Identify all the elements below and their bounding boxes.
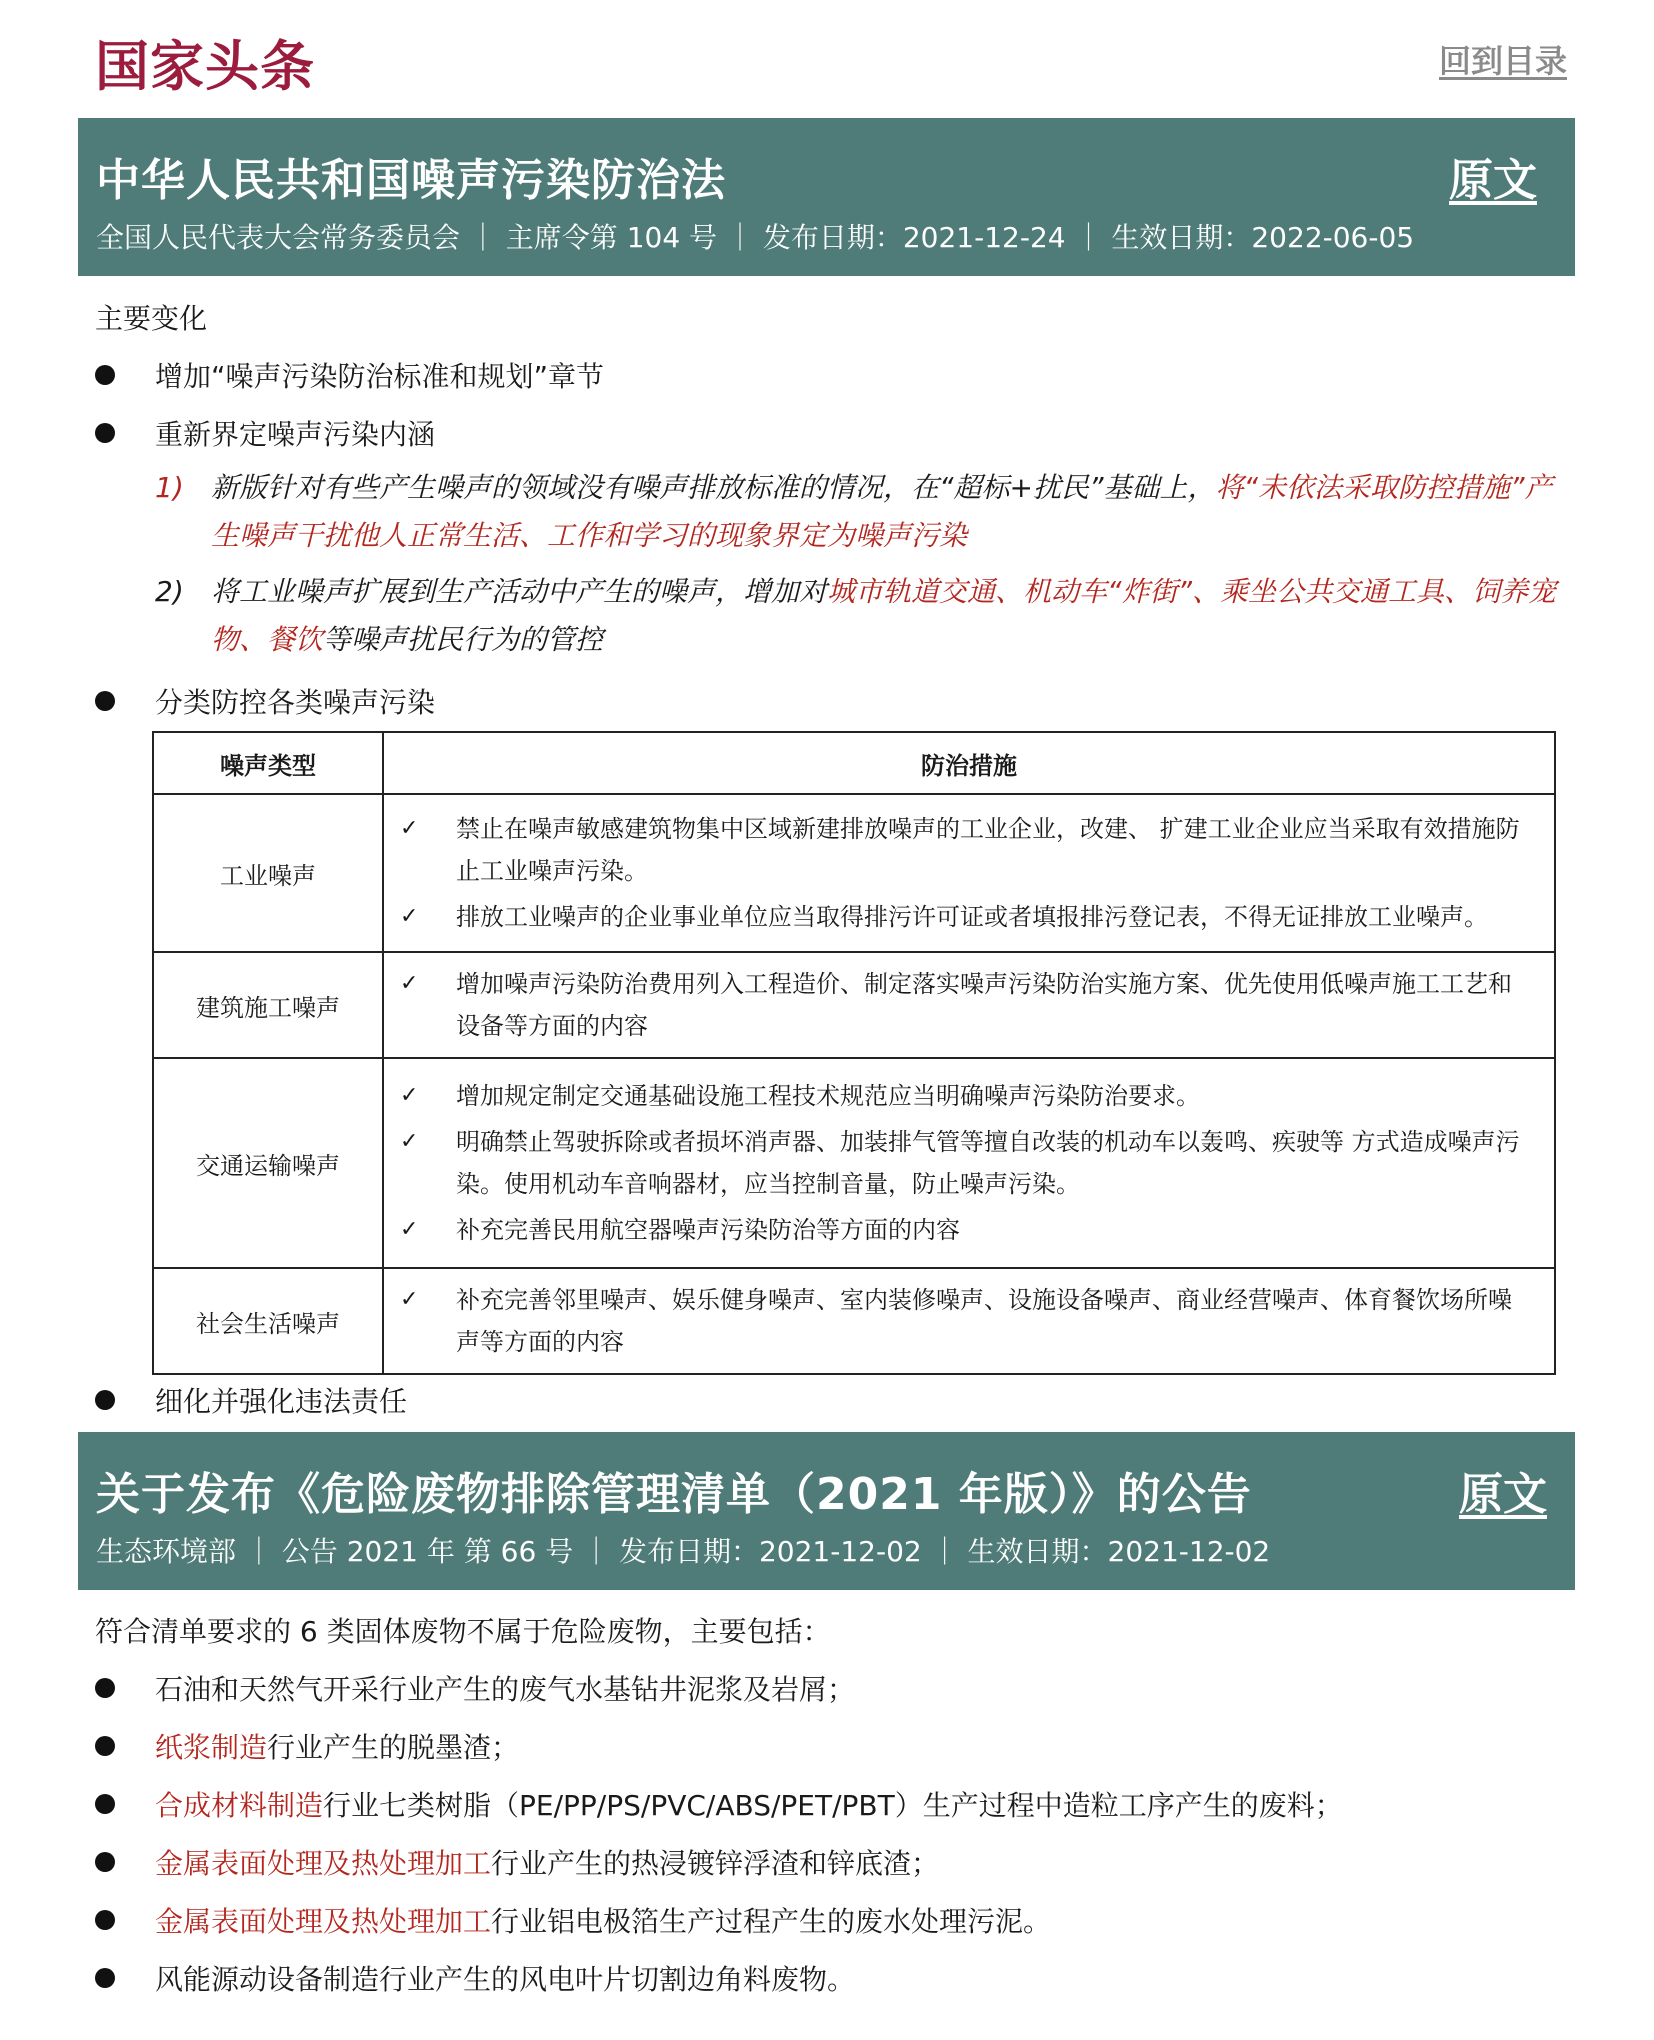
measure-item: ✓ 增加噪声污染防治费用列入工程造价、制定落实噪声污染防治实施方案、优先使用低噪声施工工艺和设备等方面的内容	[400, 963, 1534, 1047]
table-header-type: 噪声类型	[153, 732, 383, 794]
bullet-icon	[95, 1968, 115, 1988]
check-icon: ✓	[400, 971, 419, 996]
page-title: 国家头条	[95, 35, 315, 98]
measures-cell	[383, 794, 1555, 952]
law1-bullet-1: 增加“噪声污染防治标准和规划”章节	[95, 355, 604, 395]
law1-original-link[interactable]: 原文	[1449, 155, 1537, 206]
law1-title: 中华人民共和国噪声污染防治法	[96, 155, 726, 206]
bullet-icon	[95, 423, 115, 443]
bullet-icon	[95, 1736, 115, 1756]
measure-item: ✓ 补充完善民用航空器噪声污染防治等方面的内容	[400, 1209, 1534, 1251]
measure-item: ✓ 增加规定制定交通基础设施工程技术规范应当明确噪声污染防治要求。	[400, 1075, 1534, 1117]
law1-bullet-2: 重新界定噪声污染内涵	[95, 413, 435, 453]
bullet-icon	[95, 1678, 115, 1698]
law1-sub-item-2: 2) 将工业噪声扩展到生产活动中产生的噪声，增加对城市轨道交通、机动车“炸街”、乘坐公共交通工具、饲养宠物、餐饮等噪声扰民行为的管控	[155, 568, 1575, 664]
law2-item: 纸浆制造行业产生的脱墨渣；	[95, 1726, 519, 1766]
sub-item-number: 1)	[155, 471, 184, 504]
law1-meta: 全国人民代表大会常务委员会 ｜ 主席令第 104 号 ｜ 发布日期：2021-12-24 ｜ 生效日期：2022-06-05	[96, 221, 1415, 254]
check-icon: ✓	[400, 1287, 419, 1312]
table-row	[153, 1268, 1555, 1374]
measure-item: ✓ 禁止在噪声敏感建筑物集中区域新建排放噪声的工业企业，改建、 扩建工业企业应当采取有效措施防止工业噪声污染。	[400, 808, 1534, 892]
law2-item: 合成材料制造行业七类树脂（PE/PP/PS/PVC/ABS/PET/PBT）生产过程中造粒工序产生的废料；	[95, 1784, 1343, 1824]
measures-cell	[383, 1058, 1555, 1268]
measures-cell	[383, 1268, 1555, 1374]
table-row	[153, 1058, 1555, 1268]
bullet-icon	[95, 1910, 115, 1930]
sub-item-number: 2)	[155, 575, 184, 608]
check-icon: ✓	[400, 904, 419, 929]
law1-bullet-4: 细化并强化违法责任	[95, 1380, 407, 1420]
law2-item: 风能源动设备制造行业产生的风电叶片切割边角料废物。	[95, 1958, 855, 1998]
law1-sub-item-1: 1) 新版针对有些产生噪声的领域没有噪声排放标准的情况，在“超标+扰民”基础上，将“未依法采取防控措施”产生噪声干扰他人正常生活、工作和学习的现象界定为噪声污染	[155, 464, 1575, 560]
measures-cell	[383, 952, 1555, 1058]
back-to-toc-link[interactable]: 回到目录	[1438, 42, 1567, 80]
law2-meta: 生态环境部 ｜ 公告 2021 年 第 66 号 ｜ 发布日期：2021-12-02 ｜ 生效日期：2021-12-02	[96, 1535, 1271, 1568]
bullet-icon	[95, 1390, 115, 1410]
noise-measures-table	[152, 731, 1556, 1375]
check-icon: ✓	[400, 1217, 419, 1242]
law2-title: 关于发布《危险废物排除管理清单（2021 年版）》的公告	[96, 1469, 1252, 1520]
table-row	[153, 952, 1555, 1058]
law2-item: 金属表面处理及热处理加工行业产生的热浸镀锌浮渣和锌底渣；	[95, 1842, 939, 1882]
law2-banner	[78, 1432, 1575, 1590]
check-icon: ✓	[400, 1129, 419, 1154]
law1-section-label: 主要变化	[95, 302, 208, 335]
law1-bullet-3: 分类防控各类噪声污染	[95, 681, 435, 721]
law2-item: 石油和天然气开采行业产生的废气水基钻井泥浆及岩屑；	[95, 1668, 855, 1708]
law2-original-link[interactable]: 原文	[1459, 1469, 1547, 1520]
noise-type-cell: 交通运输噪声	[153, 1058, 383, 1268]
check-icon: ✓	[400, 816, 419, 841]
bullet-icon	[95, 1852, 115, 1872]
check-icon: ✓	[400, 1083, 419, 1108]
table-header-measures: 防治措施	[383, 732, 1555, 794]
noise-type-cell: 建筑施工噪声	[153, 952, 383, 1058]
law2-intro: 符合清单要求的 6 类固体废物不属于危险废物，主要包括：	[95, 1615, 831, 1648]
measure-item: ✓ 明确禁止驾驶拆除或者损坏消声器、加装排气管等擅自改装的机动车以轰鸣、疾驶等 方式造成噪声污染。使用机动车音响器材，应当控制音量，防止噪声污染。	[400, 1121, 1534, 1205]
table-row	[153, 794, 1555, 952]
noise-type-cell: 社会生活噪声	[153, 1268, 383, 1374]
law2-item: 金属表面处理及热处理加工行业铝电极箔生产过程产生的废水处理污泥。	[95, 1900, 1051, 1940]
bullet-icon	[95, 691, 115, 711]
measure-item: ✓ 补充完善邻里噪声、娱乐健身噪声、室内装修噪声、设施设备噪声、商业经营噪声、体育餐饮场所噪声等方面的内容	[400, 1279, 1534, 1363]
law1-banner	[78, 118, 1575, 276]
bullet-icon	[95, 1794, 115, 1814]
noise-type-cell: 工业噪声	[153, 794, 383, 952]
measure-item: ✓ 排放工业噪声的企业事业单位应当取得排污许可证或者填报排污登记表，不得无证排放工业噪声。	[400, 896, 1534, 938]
table-header-row	[153, 732, 1555, 794]
bullet-icon	[95, 365, 115, 385]
